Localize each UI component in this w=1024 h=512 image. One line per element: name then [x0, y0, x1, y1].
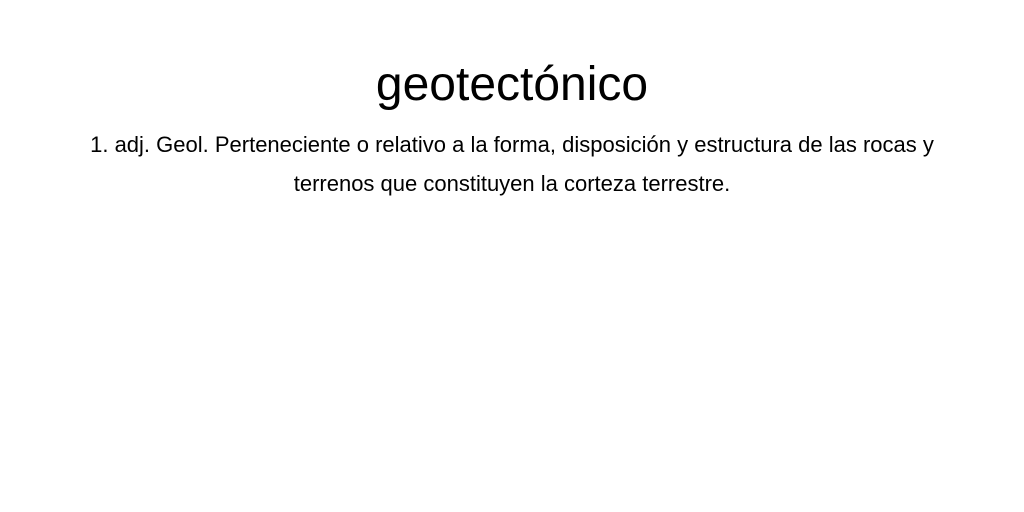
entry-definition: 1. adj. Geol. Perteneciente o relativo a la forma, disposición y estructura de las rocas y terrenos que constituyen la corteza terrestre.	[90, 132, 934, 196]
entry-headword: geotectónico	[375, 58, 649, 111]
